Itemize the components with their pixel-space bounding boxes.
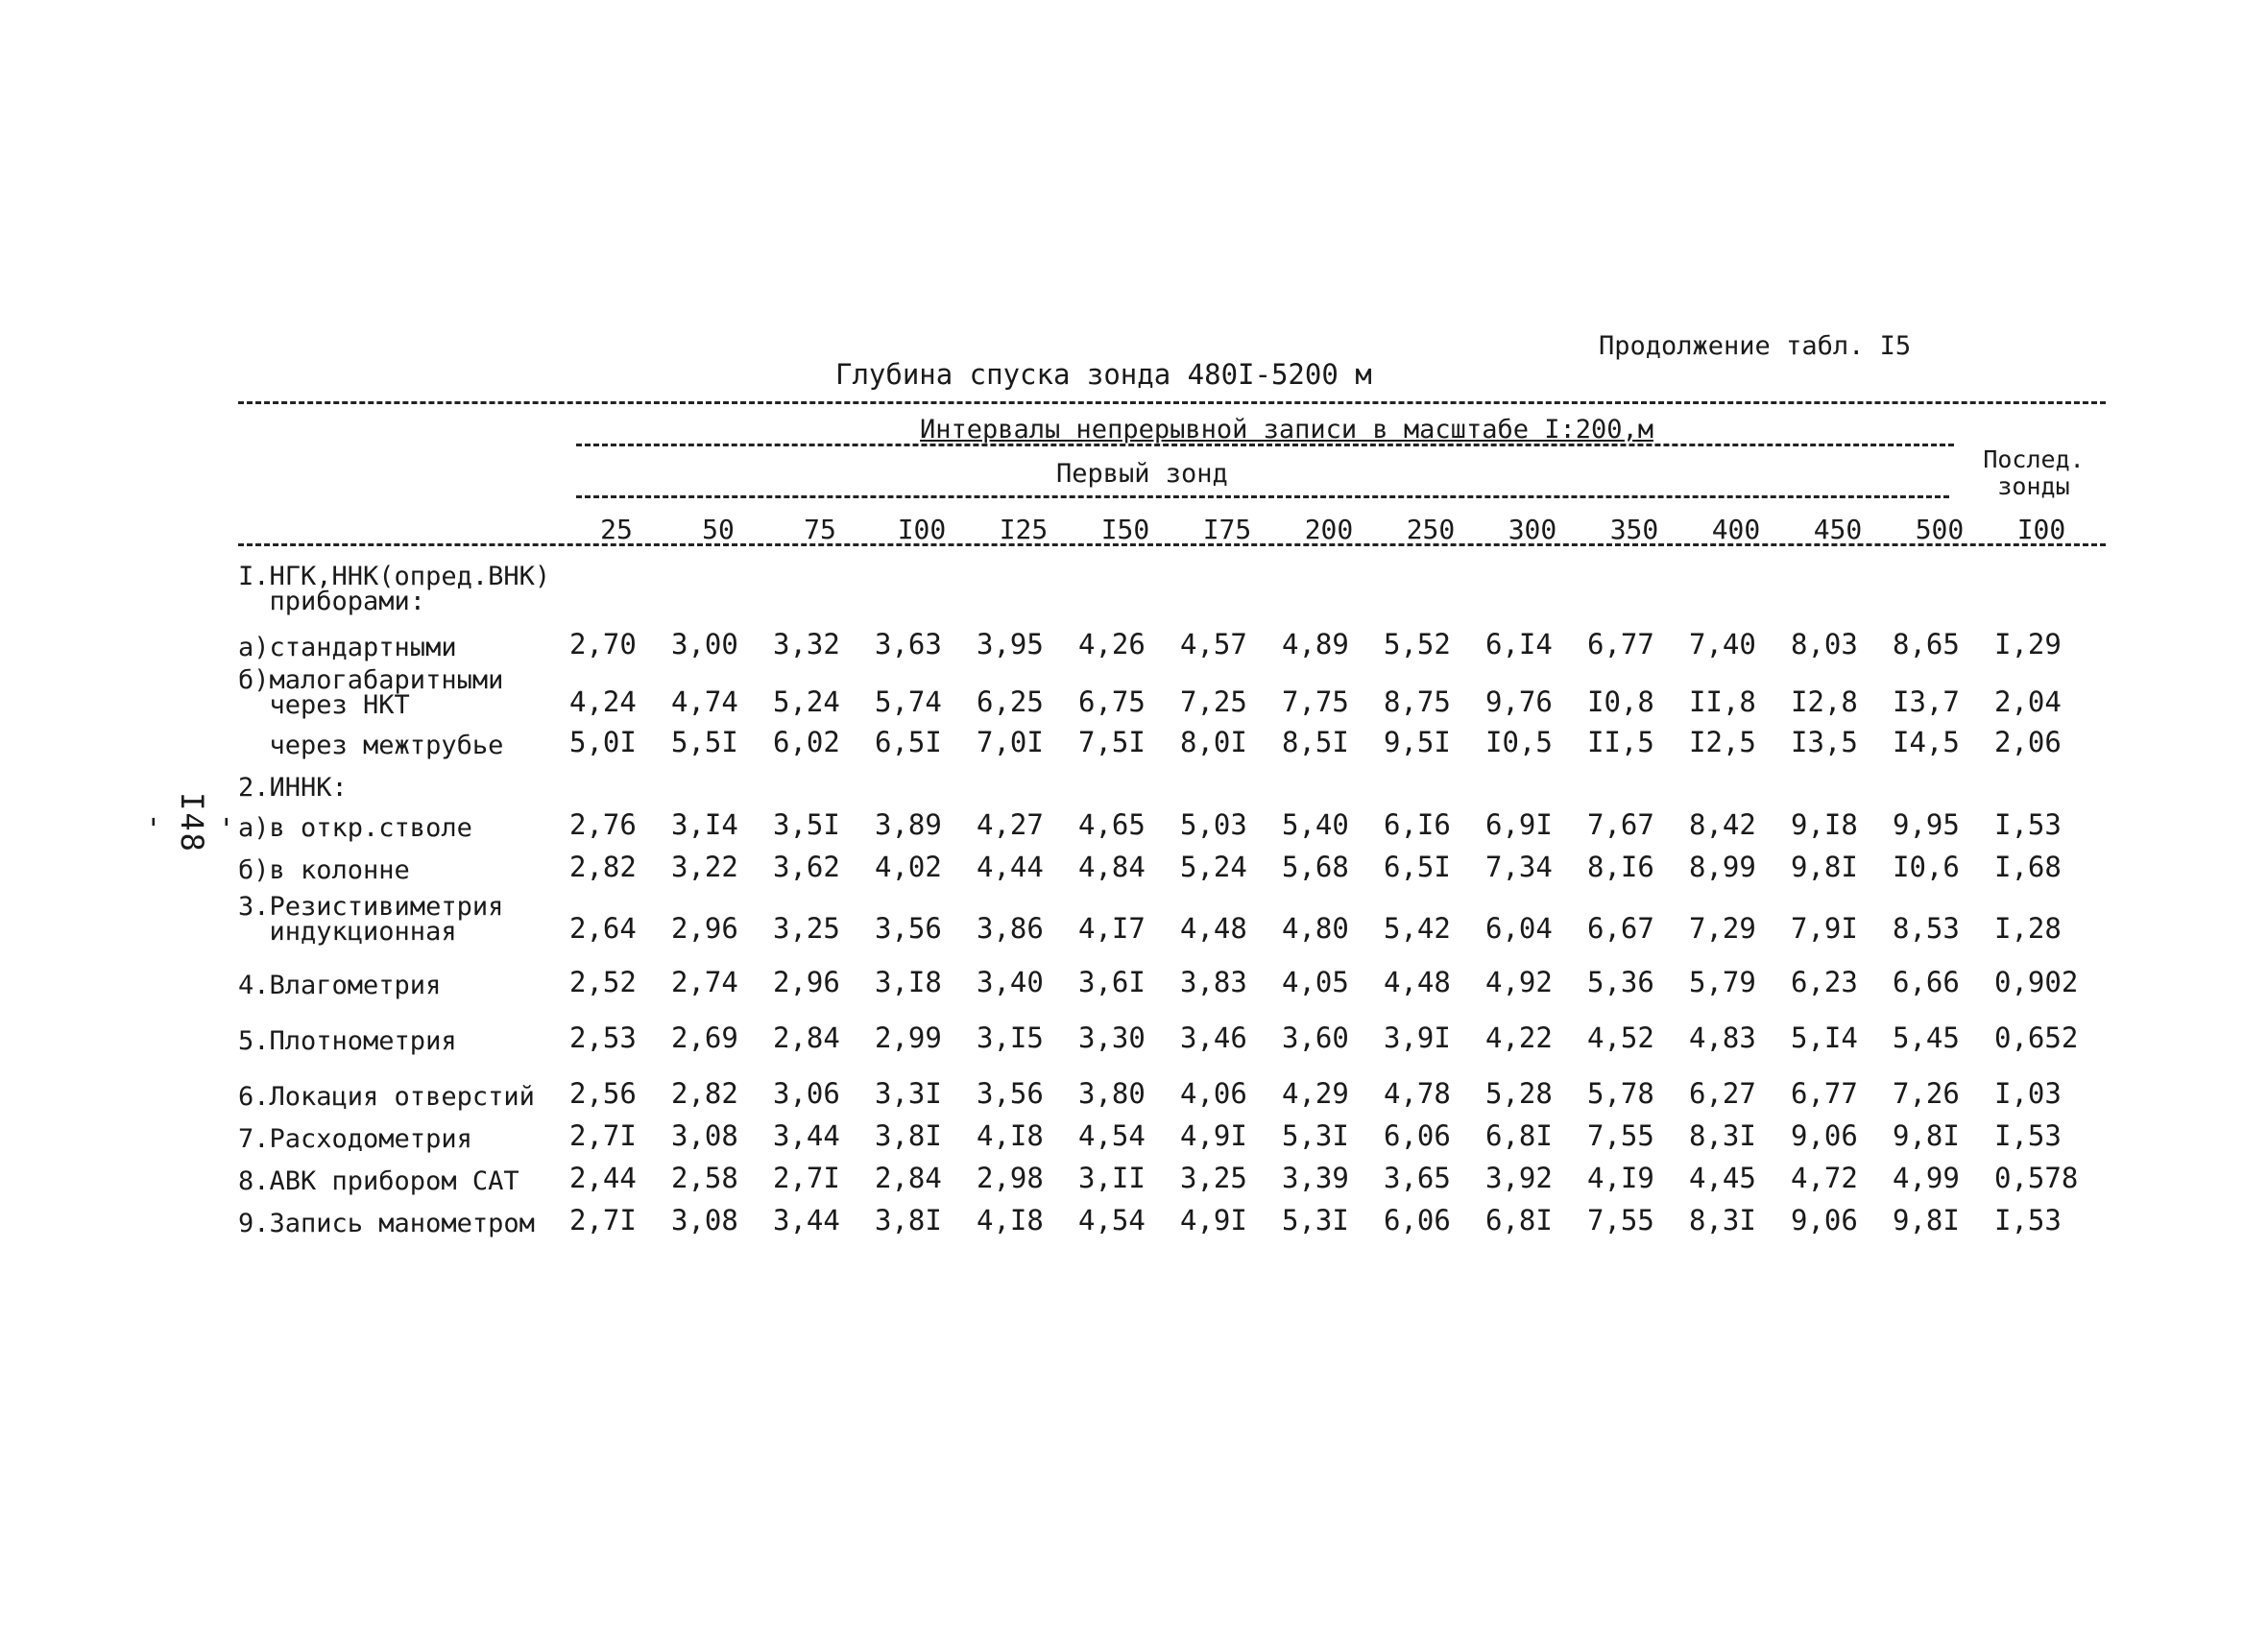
table-cell: 4,83 (1689, 1021, 1756, 1054)
table-cell: I0,8 (1587, 685, 1654, 718)
table-cell: 5,74 (875, 685, 942, 718)
table-cell: 9,06 (1791, 1204, 1858, 1237)
column-header: 75 (804, 514, 836, 545)
table-cell: I0,6 (1893, 851, 1960, 883)
row-label: 6.Локация отверстий (238, 1082, 535, 1112)
table-cell: 3,8I (875, 1119, 942, 1152)
table-cell: 4,48 (1180, 912, 1247, 945)
row-label: 2.ИННК: (238, 773, 348, 803)
table-cell (1384, 758, 1485, 801)
table-cell (671, 758, 773, 801)
table-cell: 3,65 (1384, 1162, 1451, 1194)
table-cell: 7,26 (1893, 1077, 1960, 1110)
table-cell: 4,54 (1078, 1204, 1146, 1237)
table-row (238, 801, 2081, 841)
row-label: I.НГК,ННК(опред.ВНК) приборами: (238, 562, 551, 616)
table-cell (773, 549, 875, 614)
table-cell: 2,58 (671, 1162, 738, 1194)
table-cell: I,68 (1994, 851, 2062, 883)
table-cell: 6,25 (977, 685, 1044, 718)
table-cell: I2,8 (1791, 685, 1858, 718)
table-cell: 4,05 (1282, 966, 1349, 998)
table-cell: 2,98 (977, 1162, 1044, 1194)
table-cell (1689, 549, 1791, 614)
table-cell (1384, 549, 1485, 614)
table-cell (1791, 549, 1893, 614)
table-cell: 4,72 (1791, 1162, 1858, 1194)
table-cell: 4,I8 (977, 1119, 1044, 1152)
table-cell (1893, 758, 1994, 801)
table-cell: 2,70 (569, 628, 637, 660)
table-cell (1485, 549, 1587, 614)
row-label: 8.АВК прибором САТ (238, 1166, 519, 1196)
table-cell: 2,7I (569, 1119, 637, 1152)
table-cell: 4,24 (569, 685, 637, 718)
table-cell: 2,52 (569, 966, 637, 998)
table-cell: 6,06 (1384, 1119, 1451, 1152)
table-cell: 2,06 (1994, 726, 2062, 758)
row-label: а)в откр.стволе (238, 813, 472, 843)
table-cell: 3,8I (875, 1204, 942, 1237)
table-cell: 3,9I (1384, 1021, 1451, 1054)
table-cell: 8,65 (1893, 628, 1960, 660)
table-cell: 2,84 (875, 1162, 942, 1194)
table-cell: 6,5I (875, 726, 942, 758)
table-cell: 4,9I (1180, 1204, 1247, 1237)
table-cell: 3,86 (977, 912, 1044, 945)
table-cell: 4,44 (977, 851, 1044, 883)
row-label: 5.Плотнометрия (238, 1026, 457, 1056)
row-label: 3.Резистивиметрия индукционная (238, 892, 504, 947)
table-cell: 4,27 (977, 808, 1044, 841)
column-header: 300 (1508, 514, 1557, 545)
table-cell: 4,I9 (1587, 1162, 1654, 1194)
table-cell: 2,7I (569, 1204, 637, 1237)
table-cell: I,53 (1994, 808, 2062, 841)
last-probe-label: Послед. зонды (1983, 445, 2085, 500)
table-cell: 4,78 (1384, 1077, 1451, 1110)
table-cell: 6,I6 (1384, 808, 1451, 841)
table-cell: 6,06 (1384, 1204, 1451, 1237)
table-cell: 9,76 (1485, 685, 1553, 718)
table-cell: 3,44 (773, 1204, 840, 1237)
table-cell: 3,5I (773, 808, 840, 841)
table-row (238, 883, 2081, 945)
row-label: через межтрубье (238, 731, 504, 760)
table-row (238, 1054, 2081, 1110)
table-cell: 2,53 (569, 1021, 637, 1054)
table-cell: 4,45 (1689, 1162, 1756, 1194)
table-cell: 3,80 (1078, 1077, 1146, 1110)
column-header: 200 (1304, 514, 1354, 545)
table-cell: 6,27 (1689, 1077, 1756, 1110)
table-cell: 5,68 (1282, 851, 1349, 883)
table-cell: 3,I5 (977, 1021, 1044, 1054)
table-cell (875, 549, 977, 614)
table-cell: I0,5 (1485, 726, 1553, 758)
table-cell: 3,25 (773, 912, 840, 945)
table-cell: 4,92 (1485, 966, 1553, 998)
table-cell: 6,8I (1485, 1204, 1553, 1237)
table-cell: 8,99 (1689, 851, 1756, 883)
table-cell: 5,36 (1587, 966, 1654, 998)
table-cell: 7,29 (1689, 912, 1756, 945)
row-label: 9.Запись манометром (238, 1209, 535, 1238)
table-cell: 6,I4 (1485, 628, 1553, 660)
table-cell: 3,63 (875, 628, 942, 660)
table-cell: 5,3I (1282, 1119, 1349, 1152)
table-cell: 9,06 (1791, 1119, 1858, 1152)
table-cell: 3,22 (671, 851, 738, 883)
first-probe-label: Первый зонд (1056, 459, 1228, 489)
table-cell: 8,75 (1384, 685, 1451, 718)
table-cell: 3,3I (875, 1077, 942, 1110)
table-cell: 3,39 (1282, 1162, 1349, 1194)
continuation-label: Продолжение табл. I5 (1599, 331, 1912, 361)
table-cell: 3,32 (773, 628, 840, 660)
table-cell (1689, 758, 1791, 801)
column-header: 50 (702, 514, 735, 545)
table-cell: 5,24 (1180, 851, 1247, 883)
table-cell: 4,84 (1078, 851, 1146, 883)
table-cell: 7,55 (1587, 1119, 1654, 1152)
table-cell (1893, 549, 1994, 614)
table-cell: 6,9I (1485, 808, 1553, 841)
table-cell: 4,52 (1587, 1021, 1654, 1054)
table-cell: 8,5I (1282, 726, 1349, 758)
table-cell: 6,77 (1587, 628, 1654, 660)
table-cell: 3,62 (773, 851, 840, 883)
table-cell: I,28 (1994, 912, 2062, 945)
table-cell: I3,7 (1893, 685, 1960, 718)
table-cell: 2,82 (569, 851, 637, 883)
table-cell: 6,02 (773, 726, 840, 758)
table-cell: 3,83 (1180, 966, 1247, 998)
table-cell (569, 758, 671, 801)
table-cell: 5,I4 (1791, 1021, 1858, 1054)
table-cell: 3,44 (773, 1119, 840, 1152)
table-cell (1180, 549, 1282, 614)
table-cell: I,53 (1994, 1119, 2062, 1152)
table-cell: 3,60 (1282, 1021, 1349, 1054)
table-cell: 6,77 (1791, 1077, 1858, 1110)
table-cell: 3,56 (977, 1077, 1044, 1110)
table-cell: 3,89 (875, 808, 942, 841)
table-cell: 3,00 (671, 628, 738, 660)
table-cell: 5,5I (671, 726, 738, 758)
row-label: б)в колонне (238, 855, 410, 885)
table-row (238, 549, 2081, 614)
table-cell: 4,54 (1078, 1119, 1146, 1152)
table-cell: 6,23 (1791, 966, 1858, 998)
table-cell: 9,5I (1384, 726, 1451, 758)
table-row (238, 998, 2081, 1054)
table-cell: 7,9I (1791, 912, 1858, 945)
table-cell: I4,5 (1893, 726, 1960, 758)
column-header: I75 (1202, 514, 1252, 545)
table-cell: 5,28 (1485, 1077, 1553, 1110)
table-row (238, 945, 2081, 998)
table-cell: 8,0I (1180, 726, 1247, 758)
table-cell: I3,5 (1791, 726, 1858, 758)
column-header: 400 (1711, 514, 1761, 545)
table-cell: 9,8I (1893, 1119, 1960, 1152)
table-row (238, 758, 2081, 801)
table-cell: 7,5I (1078, 726, 1146, 758)
table-cell: 6,66 (1893, 966, 1960, 998)
column-header: 350 (1609, 514, 1659, 545)
table-cell: 5,03 (1180, 808, 1247, 841)
table-cell (1587, 549, 1689, 614)
table-cell: 3,92 (1485, 1162, 1553, 1194)
table-cell: 2,74 (671, 966, 738, 998)
table-cell: 9,I8 (1791, 808, 1858, 841)
table-cell: 8,03 (1791, 628, 1858, 660)
table-cell: 5,45 (1893, 1021, 1960, 1054)
column-header: I50 (1100, 514, 1150, 545)
table-cell: 9,95 (1893, 808, 1960, 841)
table-cell: 6,67 (1587, 912, 1654, 945)
table-cell: 3,I8 (875, 966, 942, 998)
column-header: 250 (1406, 514, 1456, 545)
table-cell (977, 549, 1078, 614)
table-row (238, 1152, 2081, 1194)
table-row (238, 614, 2081, 660)
table-cell: 3,25 (1180, 1162, 1247, 1194)
table-cell: 7,75 (1282, 685, 1349, 718)
table-cell: 8,3I (1689, 1204, 1756, 1237)
table-row (238, 1194, 2081, 1237)
table-cell: 0,902 (1994, 966, 2079, 998)
column-header: 450 (1813, 514, 1863, 545)
table-cell: 4,06 (1180, 1077, 1247, 1110)
table-row (238, 841, 2081, 883)
table-cell: I,03 (1994, 1077, 2062, 1110)
column-header: 500 (1915, 514, 1965, 545)
table-cell (1587, 758, 1689, 801)
table-cell: 7,55 (1587, 1204, 1654, 1237)
table-cell: 3,I4 (671, 808, 738, 841)
column-header: I00 (2016, 514, 2066, 545)
table-cell (773, 758, 875, 801)
table-cell: 3,06 (773, 1077, 840, 1110)
table-cell: 3,6I (1078, 966, 1146, 998)
table-row (238, 1110, 2081, 1152)
table-cell (977, 758, 1078, 801)
table-cell: 4,I7 (1078, 912, 1146, 945)
table-cell: 4,26 (1078, 628, 1146, 660)
table-row (238, 660, 2081, 718)
table-cell: 5,52 (1384, 628, 1451, 660)
table-cell: 7,40 (1689, 628, 1756, 660)
table-cell (1078, 549, 1180, 614)
table-cell (1282, 549, 1384, 614)
table-cell: 7,67 (1587, 808, 1654, 841)
table-cell: 6,8I (1485, 1119, 1553, 1152)
intervals-label: Интервалы непрерывной записи в масштабе I:200,м (920, 415, 1654, 444)
table-cell: 3,56 (875, 912, 942, 945)
table-cell: 5,40 (1282, 808, 1349, 841)
table-cell (1791, 758, 1893, 801)
table-cell: 7,34 (1485, 851, 1553, 883)
column-header: 25 (600, 514, 633, 545)
column-header: I00 (897, 514, 947, 545)
table-cell: 2,56 (569, 1077, 637, 1110)
table-cell: 2,84 (773, 1021, 840, 1054)
row-label: 4.Влагометрия (238, 971, 442, 1000)
table-cell: 5,42 (1384, 912, 1451, 945)
table-cell: 6,04 (1485, 912, 1553, 945)
table-cell: 3,II (1078, 1162, 1146, 1194)
table-cell: 7,25 (1180, 685, 1247, 718)
table-cell: I,29 (1994, 628, 2062, 660)
table-cell: 4,74 (671, 685, 738, 718)
table-cell: I,53 (1994, 1204, 2062, 1237)
table-cell (569, 549, 671, 614)
table-cell: 3,08 (671, 1119, 738, 1152)
table-cell: 8,53 (1893, 912, 1960, 945)
table-cell: 4,57 (1180, 628, 1247, 660)
table-cell: 3,08 (671, 1204, 738, 1237)
page-number: - I48 - (137, 792, 247, 853)
table-cell: 3,46 (1180, 1021, 1247, 1054)
table-cell: 4,48 (1384, 966, 1451, 998)
table-cell: 4,89 (1282, 628, 1349, 660)
table-cell (671, 549, 773, 614)
row-label: а)стандартными (238, 633, 457, 662)
table-cell: 5,3I (1282, 1204, 1349, 1237)
table-cell: 2,96 (671, 912, 738, 945)
column-header: I25 (999, 514, 1049, 545)
table-cell: 3,40 (977, 966, 1044, 998)
table-cell (1282, 758, 1384, 801)
table-cell: 2,7I (773, 1162, 840, 1194)
table-cell: 2,64 (569, 912, 637, 945)
table-cell (1994, 549, 2081, 614)
table-cell: 2,04 (1994, 685, 2062, 718)
table-cell (1485, 758, 1587, 801)
row-label: 7.Расходометрия (238, 1124, 472, 1154)
data-table (238, 549, 2081, 1237)
table-cell: 5,79 (1689, 966, 1756, 998)
table-cell: 5,78 (1587, 1077, 1654, 1110)
table-cell: 4,I8 (977, 1204, 1044, 1237)
depth-title: Глубина спуска зонда 480I-5200 м (835, 358, 1372, 391)
table-cell: 6,75 (1078, 685, 1146, 718)
table-cell: 4,02 (875, 851, 942, 883)
table-cell: 2,82 (671, 1077, 738, 1110)
table-cell: 8,42 (1689, 808, 1756, 841)
table-cell: 8,I6 (1587, 851, 1654, 883)
table-cell: 4,29 (1282, 1077, 1349, 1110)
table-cell: II,5 (1587, 726, 1654, 758)
table-cell: 4,99 (1893, 1162, 1960, 1194)
table-cell (1180, 758, 1282, 801)
table-cell: 0,578 (1994, 1162, 2079, 1194)
table-cell (1078, 758, 1180, 801)
table-row (238, 718, 2081, 758)
table-cell: 5,0I (569, 726, 637, 758)
table-cell: II,8 (1689, 685, 1756, 718)
table-cell: 8,3I (1689, 1119, 1756, 1152)
first-probe-rule (576, 495, 1949, 498)
table-cell: 2,96 (773, 966, 840, 998)
table-cell: 2,76 (569, 808, 637, 841)
table-cell: 6,5I (1384, 851, 1451, 883)
table-cell: 5,24 (773, 685, 840, 718)
table-cell: 4,65 (1078, 808, 1146, 841)
table-cell (875, 758, 977, 801)
table-cell: I2,5 (1689, 726, 1756, 758)
table-cell: 4,80 (1282, 912, 1349, 945)
table-cell: 3,95 (977, 628, 1044, 660)
table-cell: 9,8I (1893, 1204, 1960, 1237)
table-top-rule (238, 401, 2106, 404)
row-label: б)малогабаритными через НКТ (238, 665, 504, 720)
table-cell: 4,22 (1485, 1021, 1553, 1054)
table-cell: 2,44 (569, 1162, 637, 1194)
table-cell (1994, 758, 2081, 801)
table-cell: 7,0I (977, 726, 1044, 758)
table-cell: 9,8I (1791, 851, 1858, 883)
table-cell: 2,99 (875, 1021, 942, 1054)
table-cell: 4,9I (1180, 1119, 1247, 1152)
table-cell: 3,30 (1078, 1021, 1146, 1054)
table-cell: 2,69 (671, 1021, 738, 1054)
table-cell: 0,652 (1994, 1021, 2079, 1054)
